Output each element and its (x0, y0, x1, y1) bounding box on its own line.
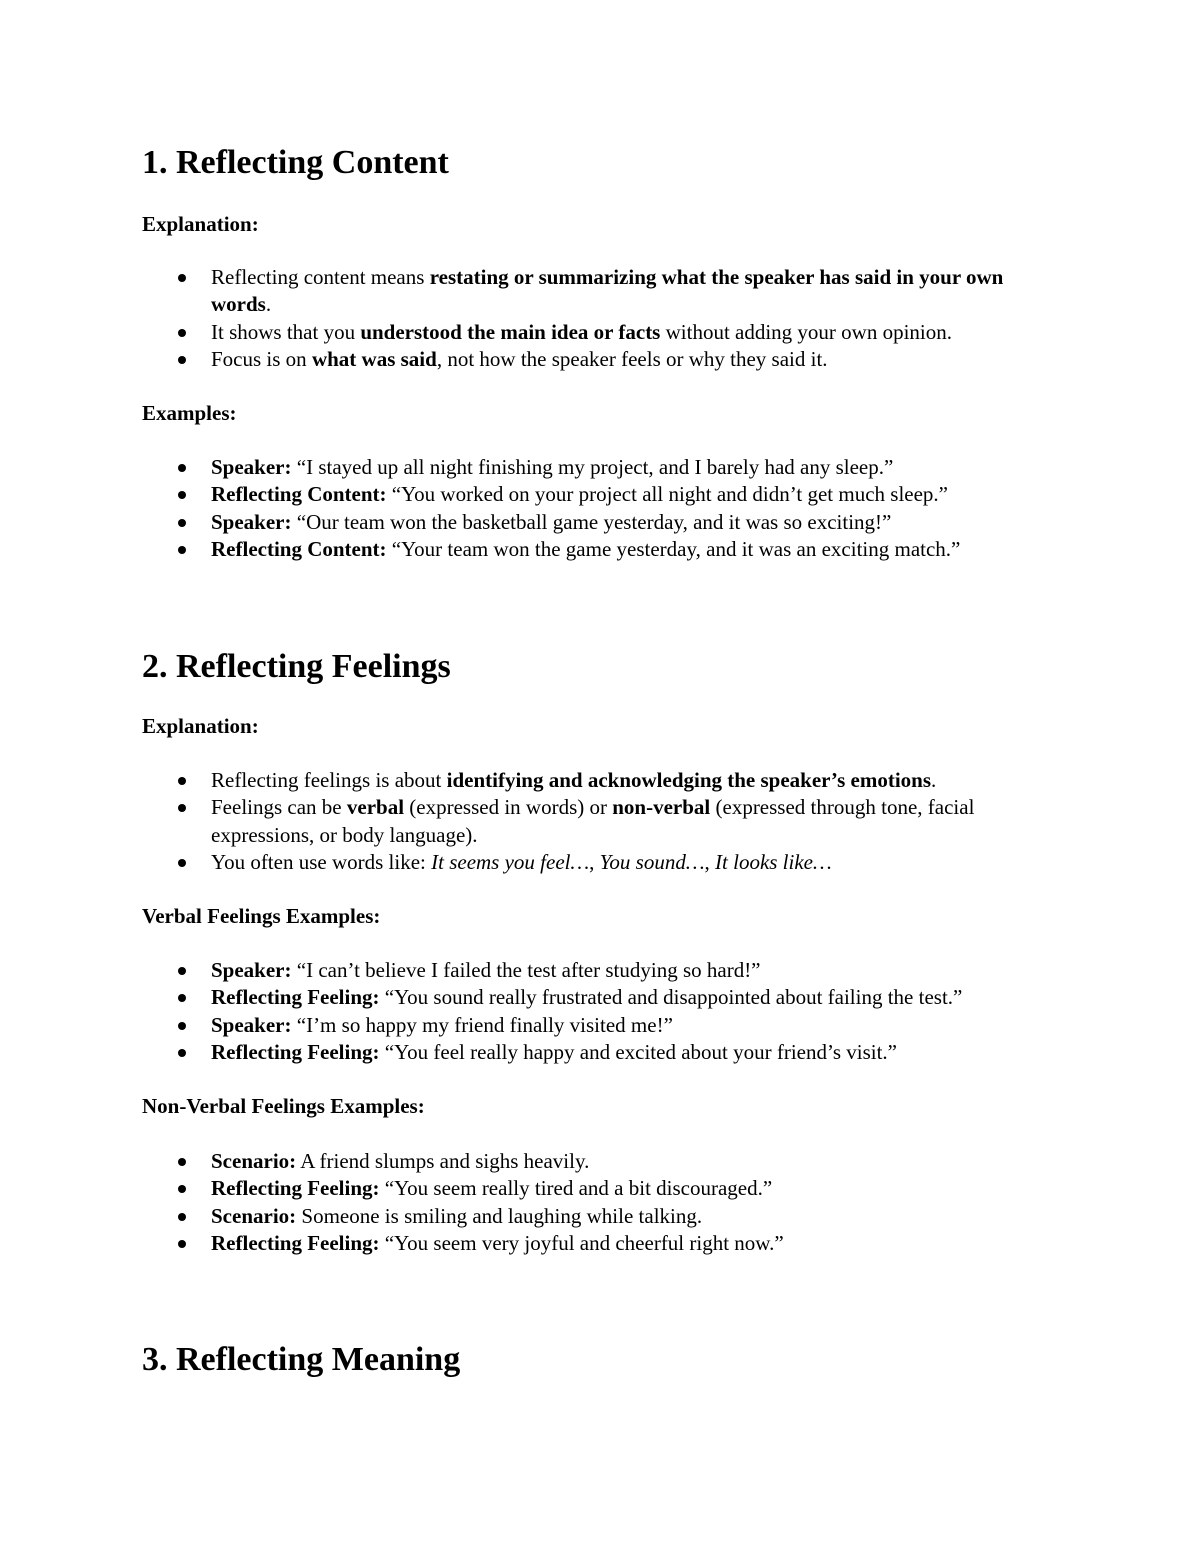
bullet-icon (178, 1240, 186, 1248)
section-2-explanation-list (142, 767, 1062, 876)
bullet-icon (178, 519, 186, 527)
list-item: Scenario: A friend slumps and sighs heavily. (142, 1148, 1062, 1175)
section-1-title: 1. Reflecting Content (142, 144, 449, 181)
list-item: Speaker: “I stayed up all night finishing my project, and I barely had any sleep.” (142, 454, 1062, 481)
bullet-icon (178, 777, 186, 785)
list-item: Speaker: “Our team won the basketball game yesterday, and it was so exciting!” (142, 509, 1062, 536)
list-item: Feelings can be verbal (expressed in words) or non-verbal (expressed through tone, facial expressions, or body language). (142, 794, 1062, 849)
bullet-icon (178, 1049, 186, 1057)
section-1-examples-heading: Examples: (142, 401, 237, 425)
bullet-icon (178, 1158, 186, 1166)
bullet-icon (178, 546, 186, 554)
list-item: Reflecting content means restating or summarizing what the speaker has said in your own words. (142, 264, 1062, 319)
bullet-icon (178, 464, 186, 472)
bullet-icon (178, 1213, 186, 1221)
section-3-title: 3. Reflecting Meaning (142, 1341, 461, 1378)
list-item: Reflecting Feeling: “You sound really frustrated and disappointed about failing the test.” (142, 984, 1062, 1011)
bullet-icon (178, 859, 186, 867)
section-2-title: 2. Reflecting Feelings (142, 648, 451, 685)
bullet-icon (178, 491, 186, 499)
section-1-explanation-heading: Explanation: (142, 212, 259, 236)
bullet-icon (178, 994, 186, 1002)
section-2-nonverbal-heading: Non-Verbal Feelings Examples: (142, 1094, 425, 1118)
list-item: It shows that you understood the main idea or facts without adding your own opinion. (142, 319, 1062, 346)
list-item: Reflecting Feeling: “You seem very joyful and cheerful right now.” (142, 1230, 1062, 1257)
bullet-icon (178, 1185, 186, 1193)
list-item: You often use words like: It seems you feel…, You sound…, It looks like… (142, 849, 1062, 876)
bullet-icon (178, 329, 186, 337)
list-item: Reflecting feelings is about identifying and acknowledging the speaker’s emotions. (142, 767, 1062, 794)
section-1-examples-list (142, 454, 1062, 563)
list-item: Reflecting Content: “You worked on your project all night and didn’t get much sleep.” (142, 481, 1062, 508)
list-item: Focus is on what was said, not how the speaker feels or why they said it. (142, 346, 1062, 373)
bullet-icon (178, 1022, 186, 1030)
bullet-icon (178, 804, 186, 812)
list-item: Reflecting Content: “Your team won the game yesterday, and it was an exciting match.” (142, 536, 1062, 563)
section-2-explanation-heading: Explanation: (142, 714, 259, 738)
list-item: Speaker: “I can’t believe I failed the test after studying so hard!” (142, 957, 1062, 984)
section-2-verbal-list (142, 957, 1062, 1066)
list-item: Speaker: “I’m so happy my friend finally visited me!” (142, 1012, 1062, 1039)
list-item: Reflecting Feeling: “You seem really tired and a bit discouraged.” (142, 1175, 1062, 1202)
list-item: Scenario: Someone is smiling and laughing while talking. (142, 1203, 1062, 1230)
section-1-explanation-list (142, 264, 1062, 373)
list-item: Reflecting Feeling: “You feel really happy and excited about your friend’s visit.” (142, 1039, 1062, 1066)
bullet-icon (178, 274, 186, 282)
bullet-icon (178, 967, 186, 975)
section-2-nonverbal-list (142, 1148, 1062, 1257)
section-2-verbal-heading: Verbal Feelings Examples: (142, 904, 381, 928)
bullet-icon (178, 356, 186, 364)
